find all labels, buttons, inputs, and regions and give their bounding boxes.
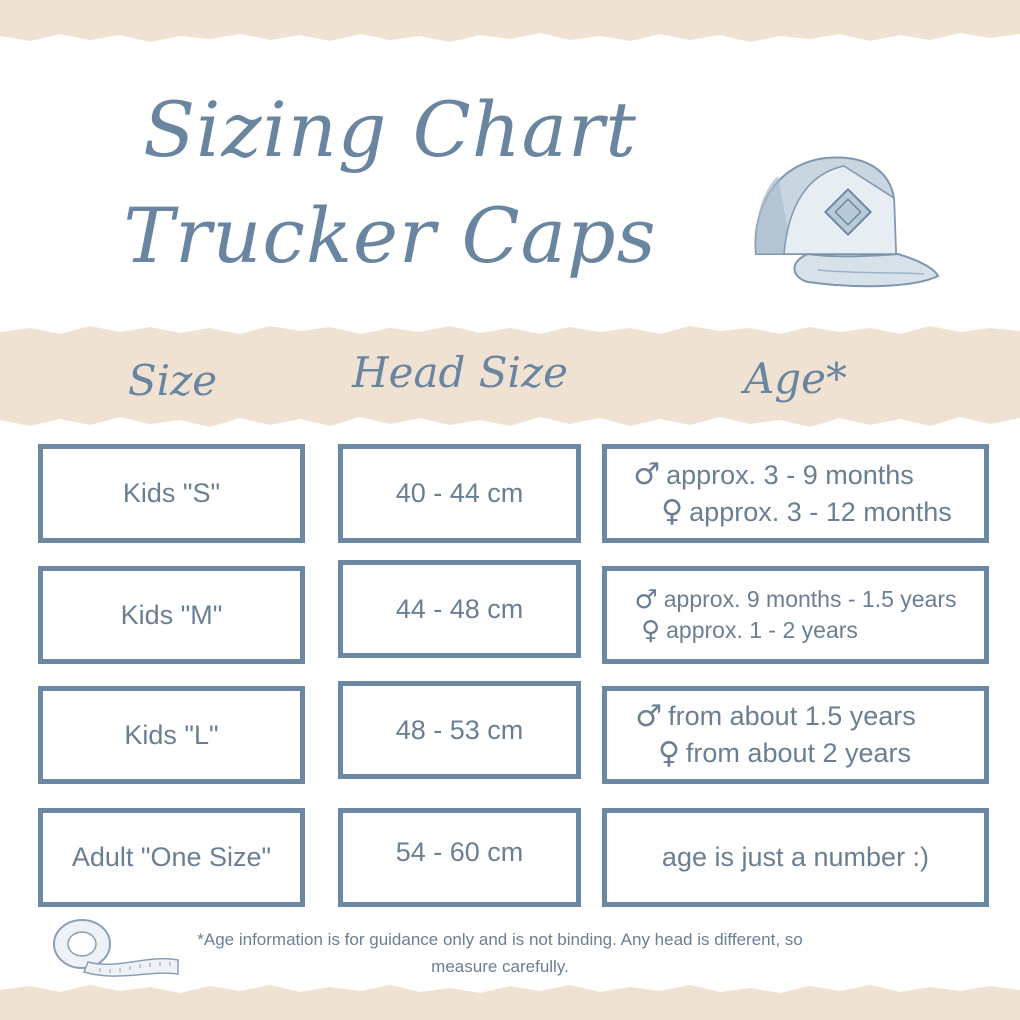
male-symbol-icon: ♂ [633,457,661,492]
female-symbol-icon: ♀ [661,494,684,529]
age-line-male [634,586,956,613]
age-line-female [661,494,952,529]
age-cell [602,444,989,543]
female-symbol-icon: ♀ [641,615,661,646]
size-cell: Kids "S" [38,444,305,543]
head-size-cell: 44 - 48 cm [338,560,581,658]
age-line-female [657,735,912,771]
measuring-tape-icon [48,914,184,980]
age-cell [602,566,989,664]
top-paper-strip [0,0,1020,48]
column-header-head-size: Head Size [352,348,568,397]
age-line-male [633,457,914,492]
age-line-male [635,698,916,734]
size-cell: Kids "L" [38,686,305,784]
age-male-text: approx. 3 - 9 months [666,459,914,490]
size-cell: Adult "One Size" [38,808,305,907]
head-size-cell: 48 - 53 cm [338,681,581,779]
footnote: *Age information is for guidance only and is not binding. Any head is different, so measure carefully. [197,930,803,977]
page-title-line2: Trucker Caps [123,191,657,280]
page-title-line1: Sizing Chart [143,85,637,174]
column-header-age: Age* [743,354,848,403]
bottom-paper-strip [0,980,1020,1020]
head-size-cell: 54 - 60 cm [338,808,581,907]
male-symbol-icon: ♂ [635,698,663,734]
age-line-female [641,617,858,644]
age-female-text: approx. 1 - 2 years [666,617,858,643]
age-female-text: approx. 3 - 12 months [689,496,952,527]
age-male-text: from about 1.5 years [668,701,916,731]
female-symbol-icon: ♀ [657,735,680,771]
column-header-size: Size [127,356,218,405]
age-cell: age is just a number :) [602,808,989,907]
age-cell [602,686,989,784]
size-cell: Kids "M" [38,566,305,664]
trucker-cap-icon [748,150,944,310]
male-symbol-icon: ♂ [634,584,658,615]
head-size-cell: 40 - 44 cm [338,444,581,543]
age-male-text: approx. 9 months - 1.5 years [663,586,957,612]
age-female-text: from about 2 years [685,738,912,768]
